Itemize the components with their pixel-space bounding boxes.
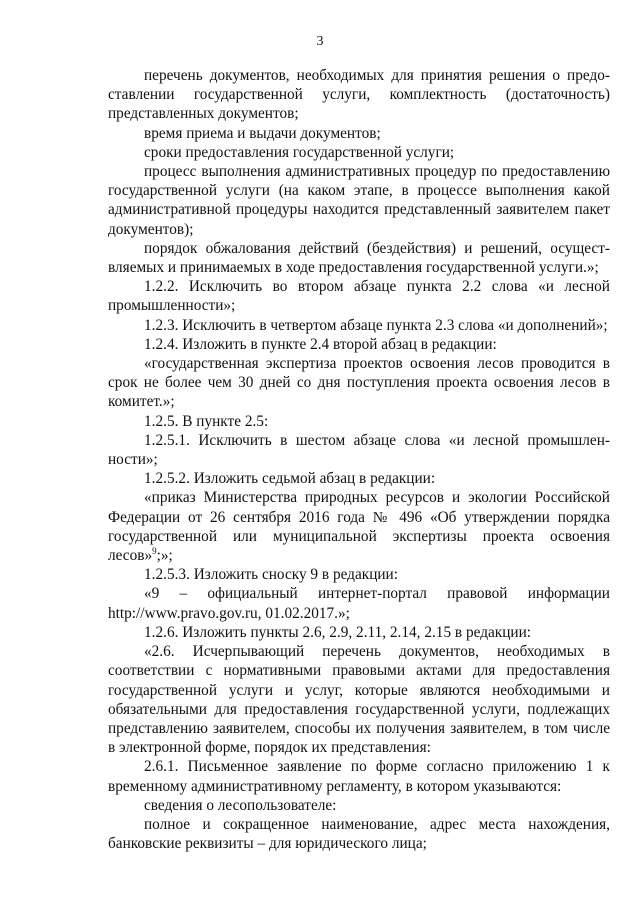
paragraph: перечень документов, необходимых для принятия решения о предоставлении государственной услуги, комплектность (достаточность) представленных документов; bbox=[108, 67, 610, 123]
page-number: 3 bbox=[316, 34, 324, 49]
paragraph: сведения о лесопользователе: bbox=[144, 796, 337, 814]
paragraph: 1.2.2. Исключить во втором абзаце пункта 2.2 слова «и лесной промышленности»; bbox=[108, 278, 610, 315]
document-body bbox=[108, 66, 610, 853]
footnote-mark: 9 bbox=[152, 545, 157, 556]
paragraph: «9 – официальный интернет-портал правовой информации http://www.pravo.gov.ru, 01.02.2017.»; bbox=[108, 585, 610, 622]
paragraph: 1.2.4. Изложить в пункте 2.4 второй абзац в редакции: bbox=[144, 335, 497, 353]
paragraph-with-footnote bbox=[108, 488, 610, 565]
paragraph: время приема и выдачи документов; bbox=[144, 124, 381, 142]
paragraph: 1.2.3. Исключить в четвертом абзаце пункта 2.3 слова «и дополнений»; bbox=[144, 316, 608, 334]
paragraph: 1.2.6. Изложить пункты 2.6, 2.9, 2.11, 2.14, 2.15 в редакции: bbox=[144, 623, 532, 641]
paragraph: 1.2.5.1. Исключить в шестом абзаце слова «и лесной промышленности»; bbox=[108, 431, 610, 469]
paragraph: порядок обжалования действий (бездействия) и решений, осуществляемых и принимаемых в ходе предоставления государственной услуги.»; bbox=[108, 239, 610, 277]
paragraph: сроки предоставления государственной услуги; bbox=[144, 143, 455, 161]
paragraph: 2.6.1. Письменное заявление по форме согласно приложению 1 к временному административному регламенту, в котором указываются: bbox=[108, 758, 610, 795]
paragraph-text: «приказ Министерства природных ресурсов и экологии Российской Федерации от 26 сентября 2016 года № 496 «Об утверждении порядка государственной или муниципальной экспертизы проекта освоения лесов» bbox=[108, 489, 610, 565]
paragraph: полное и сокращенное наименование, адрес места нахождения, банковские реквизиты – для юридического лица; bbox=[108, 815, 610, 853]
paragraph: «2.6. Исчерпывающий перечень документов, необходимых в соответствии с нормативными правовыми актами для предоставления государственной услуги и услуг, которые являются необходимыми и обязательными для предоставления государственной услуги, подлежащих представлению заявителем, способы их получения заявителем, в том числе в электронной форме, порядок их представления: bbox=[108, 643, 610, 757]
paragraph-tail: ;»; bbox=[156, 547, 173, 565]
paragraph: 1.2.5.2. Изложить седьмой абзац в редакции: bbox=[144, 470, 436, 488]
paragraph: процесс выполнения административных процедур по предоставлению государственной услуги (на каком этапе, в процессе выполнения какой административной процедуры находится представленный заявителем пакет документов); bbox=[108, 163, 610, 238]
paragraph: 1.2.5. В пункте 2.5: bbox=[144, 412, 269, 430]
paragraph: 1.2.5.3. Изложить сноску 9 в редакции: bbox=[144, 566, 398, 584]
paragraph: «государственная экспертиза проектов освоения лесов проводится в срок не более чем 30 дней со дня поступления проекта освоения лесов в комитет.»; bbox=[108, 355, 610, 411]
